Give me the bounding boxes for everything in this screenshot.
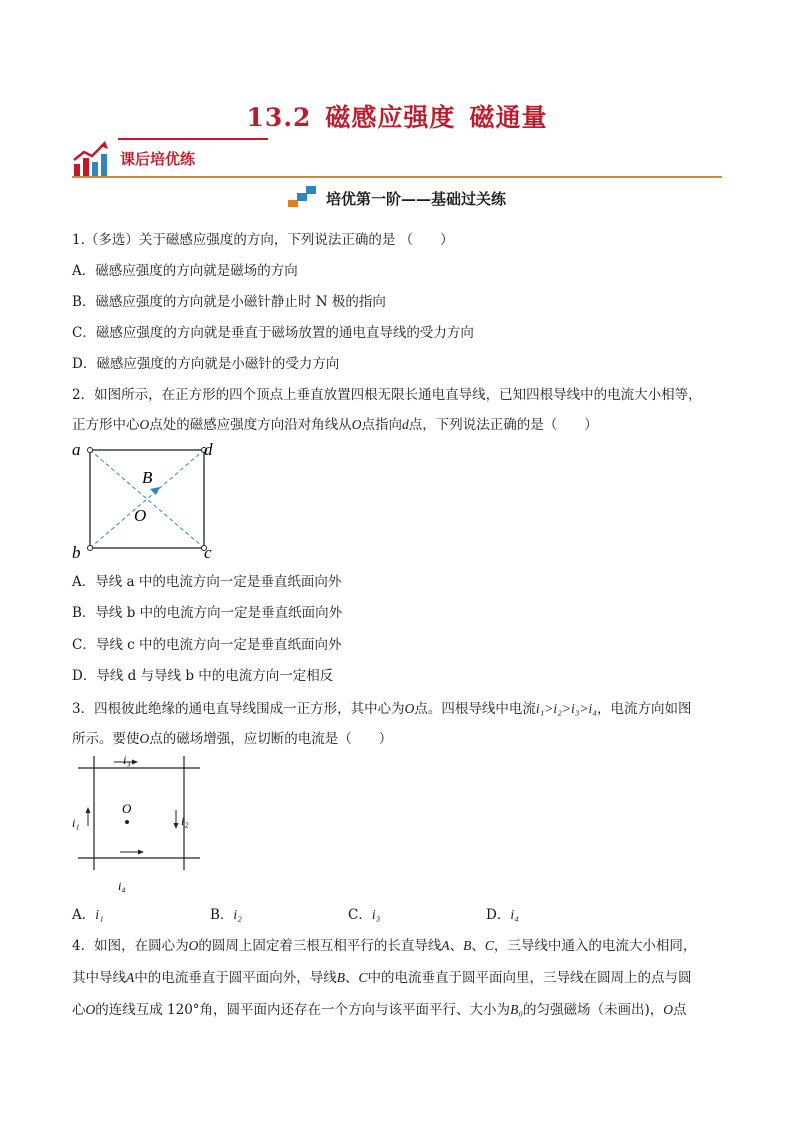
q1-option-c: C．磁感应强度的方向就是垂直于磁场放置的通电直导线的受力方向 — [72, 325, 474, 341]
q2-option-a: A．导线 a 中的电流方向一定是垂直纸面向外 — [72, 574, 342, 590]
q2-stem-line2: 正方形中心O点处的磁感应强度方向沿对角线从O点指向d点，下列说法正确的是（ ） — [72, 417, 598, 433]
page-title — [0, 98, 794, 134]
section-label: 课后培优练 — [120, 150, 196, 168]
q3-label-i2: i₂ — [181, 814, 189, 828]
q3-option-d: D．i₄ — [486, 907, 519, 923]
q3-arrow-i1 — [86, 807, 91, 813]
title-number: 13.2 — [246, 103, 312, 132]
q1-option-d: D．磁感应强度的方向就是小磁针的受力方向 — [72, 356, 340, 372]
title-topic-2: 磁通量 — [469, 103, 548, 132]
q3-stem-line2: 所示。要使O点的磁场增强，应切断的电流是（ ） — [72, 731, 393, 747]
steps-icon — [288, 186, 318, 212]
q3-arrow-i3 — [132, 760, 138, 765]
q1-stem: 1.（多选）关于磁感应强度的方向，下列说法正确的是 （ ） — [72, 232, 454, 248]
q3-option-a: A．i₁ — [72, 907, 104, 923]
q2-label-O: O — [134, 506, 147, 525]
q3-label-O: O — [122, 801, 132, 816]
q2-wire-a — [88, 448, 93, 453]
q3-label-i4: i₄ — [118, 879, 126, 893]
q2-stem-line1: 2．如图所示，在正方形的四个顶点上垂直放置四根无限长通电直导线，已知四根导线中的电流大小相等， — [72, 387, 702, 403]
q2-label-c: c — [204, 543, 212, 562]
section-rule-bottom — [72, 176, 722, 178]
q2-label-B: B — [142, 468, 153, 487]
q2-wire-b — [88, 546, 93, 551]
q3-stem-line1: 3．四根彼此绝缘的通电直导线围成一正方形，其中心为O点。四根导线中电流i₁>i₂>i₃>i₄，电流方向如图 — [72, 701, 692, 717]
q3-wires-diagram — [68, 752, 213, 897]
q2-label-d: d — [204, 440, 213, 459]
q3-arrow-i4 — [138, 850, 144, 855]
title-topic-1: 磁感应强度 — [325, 103, 456, 132]
chart-growth-icon — [72, 140, 112, 178]
q1-option-a: A．磁感应强度的方向就是磁场的方向 — [72, 263, 298, 279]
q2-label-b: b — [72, 543, 81, 562]
q3-option-b: B．i₂ — [210, 907, 242, 923]
q2-option-c: C．导线 c 中的电流方向一定是垂直纸面向外 — [72, 637, 342, 653]
q4-line1: 4．如图，在圆心为O的圆周上固定着三根互相平行的长直导线A、B、C，三导线中通入的电流大小相同， — [72, 938, 697, 954]
level-heading-text: 培优第一阶——基础过关练 — [325, 190, 506, 208]
level-heading — [0, 186, 794, 212]
q4-line2: 其中导线A中的电流垂直于圆平面向外，导线B、C中的电流垂直于圆平面向里，三导线在圆周上的点与圆 — [72, 970, 692, 986]
q2-option-d: D．导线 d 与导线 b 中的电流方向一定相反 — [72, 668, 334, 684]
q4-line3: 心O的连线互成 120°角，圆平面内还存在一个方向与该平面平行、大小为B₀的匀强磁场（未画出)，O点 — [72, 1002, 687, 1018]
q2-label-a: a — [72, 440, 81, 459]
q1-option-b: B．磁感应强度的方向就是小磁针静止时 N 极的指向 — [72, 294, 386, 310]
q3-label-i1: i₁ — [72, 816, 80, 830]
q3-label-i3: i₃ — [123, 753, 131, 767]
section-rule-top — [118, 138, 268, 140]
q2-square-diagram — [70, 438, 220, 564]
section-header — [72, 136, 724, 180]
q3-option-c: C．i₃ — [348, 907, 381, 923]
q2-option-b: B．导线 b 中的电流方向一定是垂直纸面向外 — [72, 605, 343, 621]
q2-b-arrow — [150, 487, 160, 495]
q3-center-dot — [125, 820, 129, 824]
q3-arrow-i2 — [174, 823, 179, 829]
